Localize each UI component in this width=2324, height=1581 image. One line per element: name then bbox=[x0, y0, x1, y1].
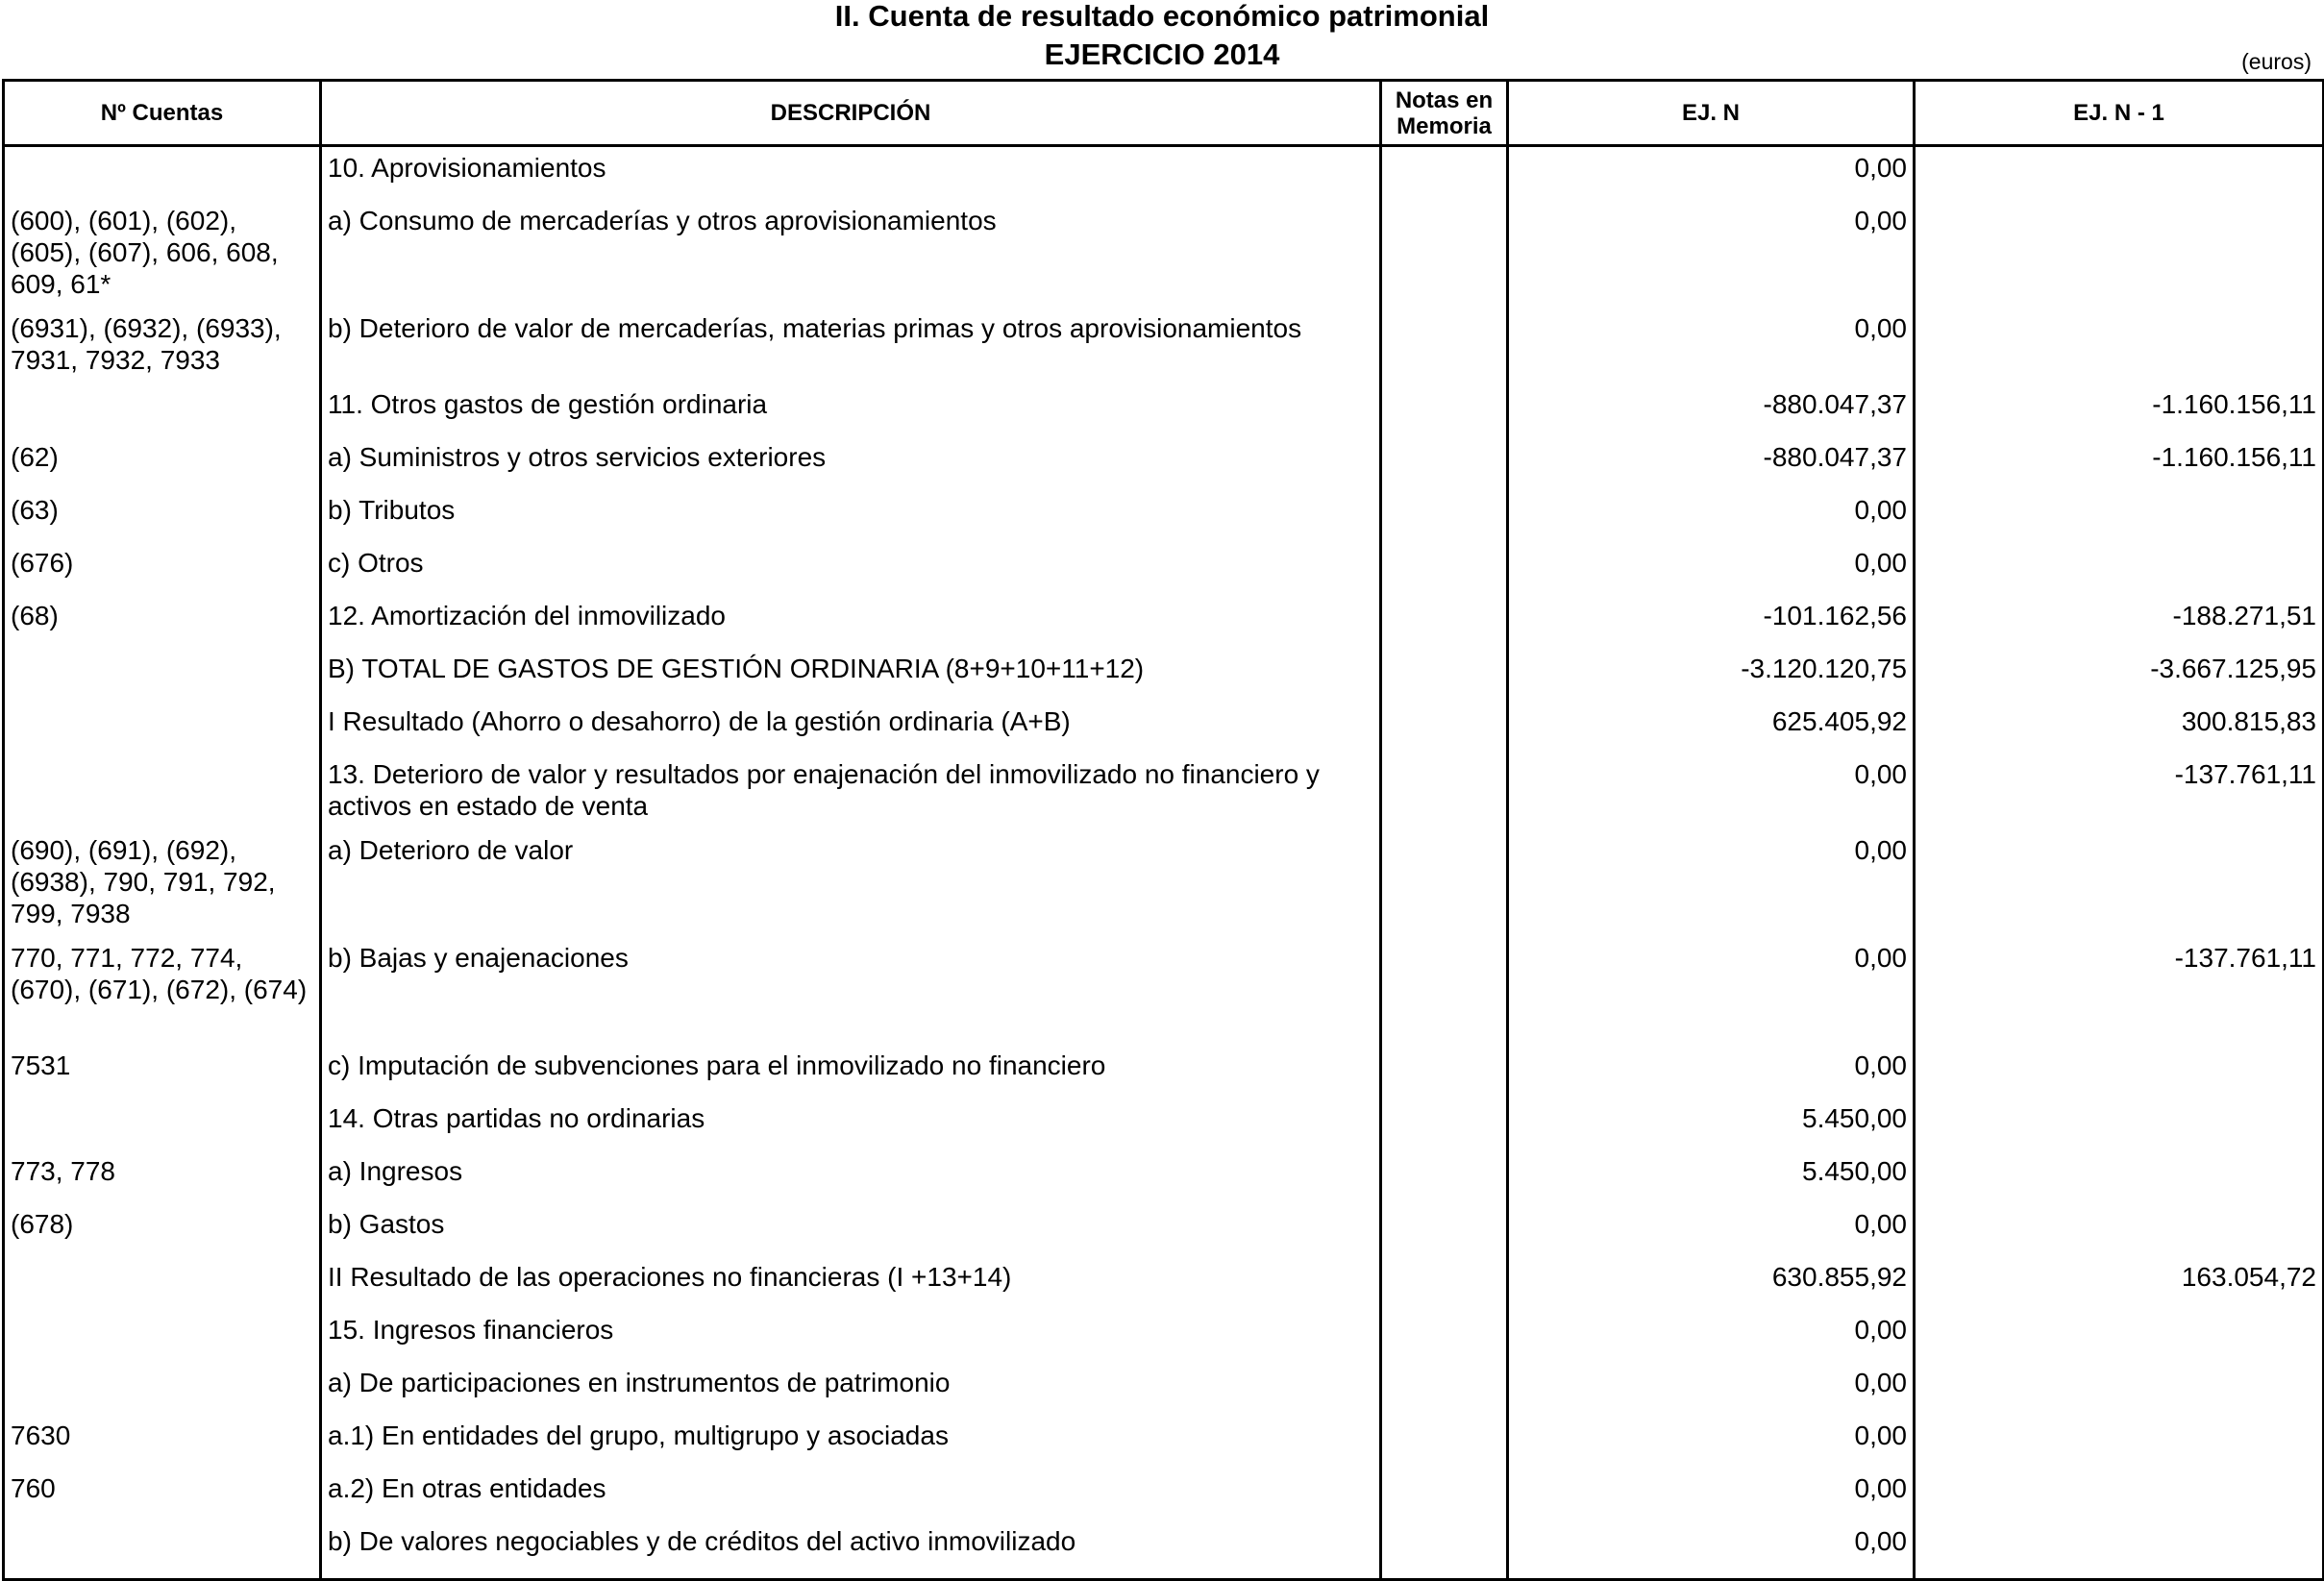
cell-cuentas: (678) bbox=[4, 1208, 321, 1261]
cell-notas bbox=[1381, 547, 1508, 600]
table-row bbox=[4, 1102, 2324, 1155]
cell-cuentas bbox=[4, 388, 321, 441]
cell-ej-n: 0,00 bbox=[1508, 1367, 1915, 1420]
cell-ej-n: 5.450,00 bbox=[1508, 1155, 1915, 1208]
cell-descripcion: a) Suministros y otros servicios exteriores bbox=[321, 441, 1381, 494]
cell-descripcion: 10. Aprovisionamientos bbox=[321, 146, 1381, 206]
cell-cuentas: 760 bbox=[4, 1472, 321, 1525]
cell-ej-n-1: -1.160.156,11 bbox=[1915, 388, 2324, 441]
cell-notas bbox=[1381, 1208, 1508, 1261]
cell-notas bbox=[1381, 1050, 1508, 1102]
table-header-row bbox=[4, 81, 2324, 146]
cell-ej-n: 0,00 bbox=[1508, 834, 1915, 942]
col-header-notas-line2: Memoria bbox=[1397, 112, 1492, 139]
cell-cuentas: (690), (691), (692), (6938), 790, 791, 792, 799, 7938 bbox=[4, 834, 321, 942]
cell-cuentas: (6931), (6932), (6933), 7931, 7932, 7933 bbox=[4, 312, 321, 388]
cell-ej-n: -880.047,37 bbox=[1508, 388, 1915, 441]
cell-cuentas: (62) bbox=[4, 441, 321, 494]
cell-descripcion: 14. Otras partidas no ordinarias bbox=[321, 1102, 1381, 1155]
cell-notas bbox=[1381, 1261, 1508, 1314]
cell-descripcion: a.1) En entidades del grupo, multigrupo y asociadas bbox=[321, 1420, 1381, 1472]
col-header-cuentas: Nº Cuentas bbox=[4, 81, 321, 146]
cell-ej-n-1 bbox=[1915, 1472, 2324, 1525]
cell-cuentas bbox=[4, 1314, 321, 1367]
cell-descripcion: 13. Deterioro de valor y resultados por enajenación del inmovilizado no financiero y activos en estado de venta bbox=[321, 758, 1381, 834]
table-row bbox=[4, 1525, 2324, 1580]
cell-notas bbox=[1381, 1420, 1508, 1472]
cell-ej-n-1 bbox=[1915, 1208, 2324, 1261]
cell-notas bbox=[1381, 388, 1508, 441]
cell-descripcion: b) De valores negociables y de créditos del activo inmovilizado bbox=[321, 1525, 1381, 1580]
table-row bbox=[4, 441, 2324, 494]
col-header-descripcion: DESCRIPCIÓN bbox=[321, 81, 1381, 146]
cell-ej-n-1: 300.815,83 bbox=[1915, 705, 2324, 758]
cell-cuentas: (63) bbox=[4, 494, 321, 547]
cell-notas bbox=[1381, 653, 1508, 705]
table-row bbox=[4, 1367, 2324, 1420]
cell-ej-n-1 bbox=[1915, 1102, 2324, 1155]
cell-descripcion: B) TOTAL DE GASTOS DE GESTIÓN ORDINARIA (8+9+10+11+12) bbox=[321, 653, 1381, 705]
cell-notas bbox=[1381, 312, 1508, 388]
cell-ej-n-1: -3.667.125,95 bbox=[1915, 653, 2324, 705]
col-header-notas-line1: Notas en bbox=[1395, 86, 1494, 113]
cell-notas bbox=[1381, 705, 1508, 758]
cell-ej-n: 0,00 bbox=[1508, 1050, 1915, 1102]
cell-cuentas: 770, 771, 772, 774, (670), (671), (672), (674) bbox=[4, 942, 321, 1050]
table-row bbox=[4, 1261, 2324, 1314]
cell-ej-n: 5.450,00 bbox=[1508, 1102, 1915, 1155]
cell-notas bbox=[1381, 494, 1508, 547]
cell-descripcion: a) Deterioro de valor bbox=[321, 834, 1381, 942]
cell-ej-n-1 bbox=[1915, 1050, 2324, 1102]
cell-notas bbox=[1381, 146, 1508, 206]
cell-ej-n: -3.120.120,75 bbox=[1508, 653, 1915, 705]
cell-ej-n: 625.405,92 bbox=[1508, 705, 1915, 758]
cell-ej-n-1: -137.761,11 bbox=[1915, 942, 2324, 1050]
page-title: II. Cuenta de resultado económico patrimonial bbox=[834, 0, 1490, 33]
cell-descripcion: b) Tributos bbox=[321, 494, 1381, 547]
cell-ej-n-1 bbox=[1915, 834, 2324, 942]
cell-notas bbox=[1381, 758, 1508, 834]
cell-ej-n-1 bbox=[1915, 1420, 2324, 1472]
cell-ej-n-1 bbox=[1915, 205, 2324, 312]
cell-ej-n: 0,00 bbox=[1508, 1525, 1915, 1580]
cell-cuentas bbox=[4, 1102, 321, 1155]
table-row bbox=[4, 146, 2324, 206]
cell-descripcion: a) Consumo de mercaderías y otros aprovisionamientos bbox=[321, 205, 1381, 312]
cell-ej-n-1: 163.054,72 bbox=[1915, 1261, 2324, 1314]
cell-notas bbox=[1381, 600, 1508, 653]
cell-ej-n-1 bbox=[1915, 1314, 2324, 1367]
cell-ej-n: 0,00 bbox=[1508, 758, 1915, 834]
cell-ej-n-1: -1.160.156,11 bbox=[1915, 441, 2324, 494]
cell-ej-n-1: -137.761,11 bbox=[1915, 758, 2324, 834]
cell-descripcion: 12. Amortización del inmovilizado bbox=[321, 600, 1381, 653]
fiscal-year-subtitle: EJERCICIO 2014 bbox=[1044, 37, 1280, 71]
cell-notas bbox=[1381, 1472, 1508, 1525]
cell-descripcion: c) Imputación de subvenciones para el inmovilizado no financiero bbox=[321, 1050, 1381, 1102]
table-row bbox=[4, 834, 2324, 942]
cell-notas bbox=[1381, 834, 1508, 942]
cell-ej-n: 0,00 bbox=[1508, 205, 1915, 312]
cell-notas bbox=[1381, 205, 1508, 312]
units-label: (euros) bbox=[2241, 49, 2312, 74]
cell-cuentas: (676) bbox=[4, 547, 321, 600]
cell-cuentas: 7531 bbox=[4, 1050, 321, 1102]
table-body bbox=[4, 146, 2324, 1580]
cell-descripcion: b) Bajas y enajenaciones bbox=[321, 942, 1381, 1050]
cell-cuentas: 7630 bbox=[4, 1420, 321, 1472]
cell-cuentas: 773, 778 bbox=[4, 1155, 321, 1208]
cell-notas bbox=[1381, 1102, 1508, 1155]
table-row bbox=[4, 205, 2324, 312]
cell-notas bbox=[1381, 1155, 1508, 1208]
cell-notas bbox=[1381, 441, 1508, 494]
cell-descripcion: b) Deterioro de valor de mercaderías, materias primas y otros aprovisionamientos bbox=[321, 312, 1381, 388]
cell-cuentas bbox=[4, 705, 321, 758]
table-row bbox=[4, 653, 2324, 705]
cell-descripcion: c) Otros bbox=[321, 547, 1381, 600]
income-statement-table bbox=[2, 79, 2324, 1581]
cell-descripcion: I Resultado (Ahorro o desahorro) de la gestión ordinaria (A+B) bbox=[321, 705, 1381, 758]
table-row bbox=[4, 1208, 2324, 1261]
table-row bbox=[4, 1050, 2324, 1102]
table-row bbox=[4, 1420, 2324, 1472]
cell-ej-n: 0,00 bbox=[1508, 942, 1915, 1050]
cell-cuentas: (68) bbox=[4, 600, 321, 653]
cell-cuentas bbox=[4, 1261, 321, 1314]
cell-ej-n: 0,00 bbox=[1508, 1314, 1915, 1367]
table-row bbox=[4, 942, 2324, 1050]
cell-ej-n: 630.855,92 bbox=[1508, 1261, 1915, 1314]
table-row bbox=[4, 547, 2324, 600]
col-header-notas bbox=[1381, 81, 1508, 146]
cell-descripcion: 11. Otros gastos de gestión ordinaria bbox=[321, 388, 1381, 441]
table-row bbox=[4, 705, 2324, 758]
cell-ej-n-1 bbox=[1915, 494, 2324, 547]
cell-cuentas bbox=[4, 653, 321, 705]
table-row bbox=[4, 1472, 2324, 1525]
cell-ej-n-1 bbox=[1915, 1525, 2324, 1580]
cell-ej-n: -880.047,37 bbox=[1508, 441, 1915, 494]
cell-ej-n-1 bbox=[1915, 312, 2324, 388]
cell-descripcion: b) Gastos bbox=[321, 1208, 1381, 1261]
cell-descripcion: II Resultado de las operaciones no financieras (I +13+14) bbox=[321, 1261, 1381, 1314]
table-row bbox=[4, 1155, 2324, 1208]
table-row bbox=[4, 312, 2324, 388]
cell-ej-n-1 bbox=[1915, 1155, 2324, 1208]
cell-ej-n: 0,00 bbox=[1508, 494, 1915, 547]
table-row bbox=[4, 494, 2324, 547]
cell-descripcion: a) De participaciones en instrumentos de patrimonio bbox=[321, 1367, 1381, 1420]
cell-notas bbox=[1381, 942, 1508, 1050]
cell-ej-n-1 bbox=[1915, 547, 2324, 600]
cell-ej-n: 0,00 bbox=[1508, 1208, 1915, 1261]
table-row bbox=[4, 758, 2324, 834]
table-row bbox=[4, 600, 2324, 653]
cell-ej-n: 0,00 bbox=[1508, 146, 1915, 206]
cell-cuentas bbox=[4, 1367, 321, 1420]
cell-ej-n: -101.162,56 bbox=[1508, 600, 1915, 653]
cell-ej-n: 0,00 bbox=[1508, 1472, 1915, 1525]
table-row bbox=[4, 388, 2324, 441]
col-header-ej-n: EJ. N bbox=[1508, 81, 1915, 146]
cell-ej-n-1: -188.271,51 bbox=[1915, 600, 2324, 653]
cell-notas bbox=[1381, 1314, 1508, 1367]
cell-descripcion: 15. Ingresos financieros bbox=[321, 1314, 1381, 1367]
col-header-ej-n-1: EJ. N - 1 bbox=[1915, 81, 2324, 146]
cell-cuentas bbox=[4, 1525, 321, 1580]
cell-cuentas bbox=[4, 146, 321, 206]
cell-ej-n: 0,00 bbox=[1508, 1420, 1915, 1472]
cell-ej-n-1 bbox=[1915, 1367, 2324, 1420]
cell-cuentas: (600), (601), (602), (605), (607), 606, 608, 609, 61* bbox=[4, 205, 321, 312]
cell-notas bbox=[1381, 1367, 1508, 1420]
cell-ej-n-1 bbox=[1915, 146, 2324, 206]
cell-cuentas bbox=[4, 758, 321, 834]
cell-descripcion: a.2) En otras entidades bbox=[321, 1472, 1381, 1525]
cell-ej-n: 0,00 bbox=[1508, 312, 1915, 388]
cell-ej-n: 0,00 bbox=[1508, 547, 1915, 600]
table-row bbox=[4, 1314, 2324, 1367]
cell-descripcion: a) Ingresos bbox=[321, 1155, 1381, 1208]
cell-notas bbox=[1381, 1525, 1508, 1580]
